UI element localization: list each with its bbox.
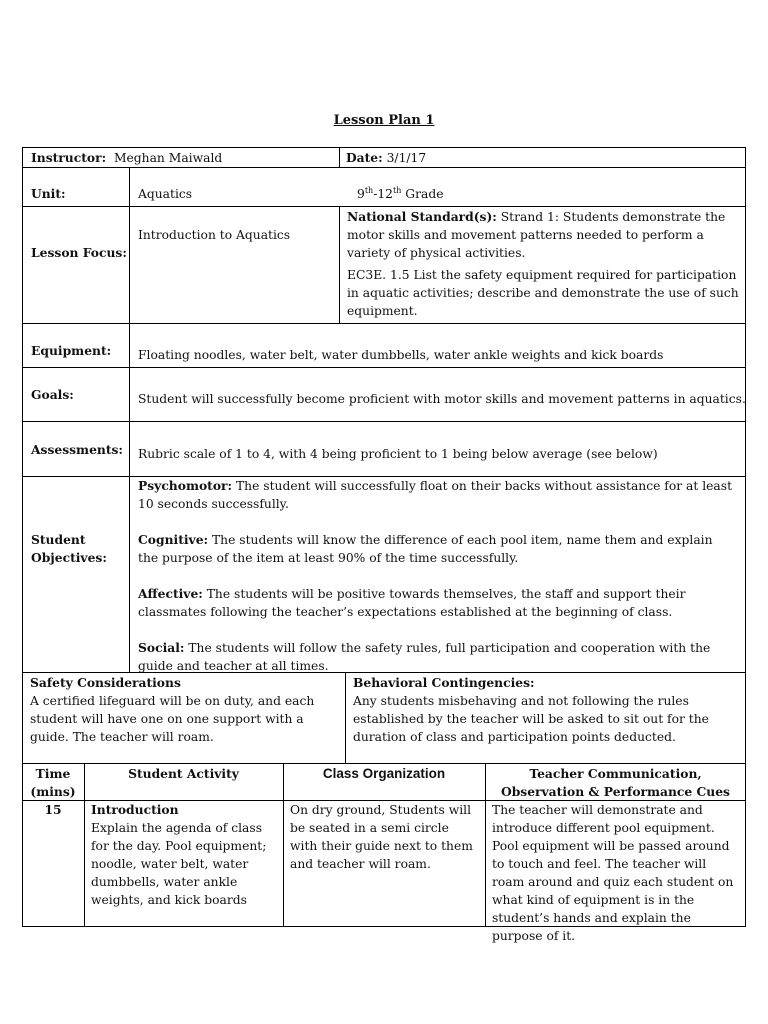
header-time: Time (mins): [30, 766, 76, 799]
national-standard: [347, 208, 739, 320]
behavioral-contingencies: [353, 674, 723, 746]
objective-affective: Affective: The students will be positive towards themselves, the staff and support their classmates following the teacher’s expectations established at the beginning of class.: [138, 586, 686, 619]
row-teacher-communication: The teacher will demonstrate and introduce different pool equipment. Pool equipment will be passed around to touch and feel. The teacher will roam around and quiz each student on what kind of equipment is in the student’s hands and explain the purpose of it.: [492, 803, 734, 943]
goals-label: Goals:: [31, 387, 74, 402]
equipment-label: Equipment:: [31, 343, 112, 358]
assessments-label: Assessments:: [31, 442, 123, 457]
objectives-list: [138, 477, 734, 675]
grade-value: 9th-12th Grade: [357, 185, 444, 201]
header-teacher-communication: Teacher Communication, Observation & Performance Cues: [501, 766, 730, 799]
objective-psychomotor: Psychomotor: The student will successfully float on their backs without assistance for at least 10 seconds successfully.: [138, 478, 733, 511]
objective-cognitive: Cognitive: The students will know the difference of each pool item, name them and explain the purpose of the item at least 90% of the time successfully.: [138, 532, 713, 565]
unit-label: Unit:: [31, 186, 66, 201]
objectives-label: Student Objectives:: [31, 532, 107, 565]
behavioral-text: Any students misbehaving and not following the rules established by the teacher will be asked to sit out for the duration of class and participation points deducted.: [353, 694, 709, 744]
date-value: 3/1/17: [386, 151, 427, 165]
row-time: 15: [44, 802, 62, 817]
equipment-value: Floating noodles, water belt, water dumbbells, water ankle weights and kick boards: [138, 348, 664, 362]
safety-label: Safety Considerations: [30, 675, 181, 690]
ec-standard-text: EC3E. 1.5 List the safety equipment required for participation in aquatic activities; describe and demonstrate the use of such equipment.: [347, 268, 739, 318]
header-class-organization: Class Organization: [322, 766, 446, 781]
unit-value: Aquatics: [138, 187, 193, 201]
behavioral-label: Behavioral Contingencies:: [353, 675, 535, 690]
header-student-activity: Student Activity: [128, 766, 239, 781]
safety-text: A certified lifeguard will be on duty, and each student will have one on one support with a guide. The teacher will roam.: [30, 694, 315, 744]
instructor-value: Meghan Maiwald: [113, 151, 223, 165]
safety-considerations: [30, 674, 340, 746]
national-standard-label: National Standard(s):: [347, 209, 497, 224]
assessments-value: Rubric scale of 1 to 4, with 4 being proficient to 1 being below average (see below): [138, 447, 658, 461]
activity-title: Introduction: [91, 802, 179, 817]
page-title: Lesson Plan 1: [333, 113, 435, 128]
activity-text: Explain the agenda of class for the day. Pool equipment; noodle, water belt, water dumbbells, water ankle weights, and kick boards: [91, 821, 267, 907]
date-label: Date:: [346, 150, 383, 165]
instructor-cell: [31, 149, 222, 167]
goals-value: Student will successfully become proficient with motor skills and movement patterns in aquatics.: [138, 392, 746, 406]
row-student-activity: [91, 801, 276, 909]
lesson-focus-value: Introduction to Aquatics: [138, 228, 291, 242]
objective-social: Social: The students will follow the safety rules, full participation and cooperation with the guide and teacher at all times.: [138, 640, 711, 673]
national-standard-text: Strand 1: Students demonstrate the motor skills and movement patterns needed to perform a variety of physical activities.: [347, 210, 726, 260]
lesson-focus-label: Lesson Focus:: [31, 245, 127, 260]
row-class-organization: On dry ground, Students will be seated in a semi circle with their guide next to them and teacher will roam.: [290, 803, 473, 871]
date-cell: [346, 149, 426, 167]
instructor-label: Instructor:: [31, 150, 107, 165]
